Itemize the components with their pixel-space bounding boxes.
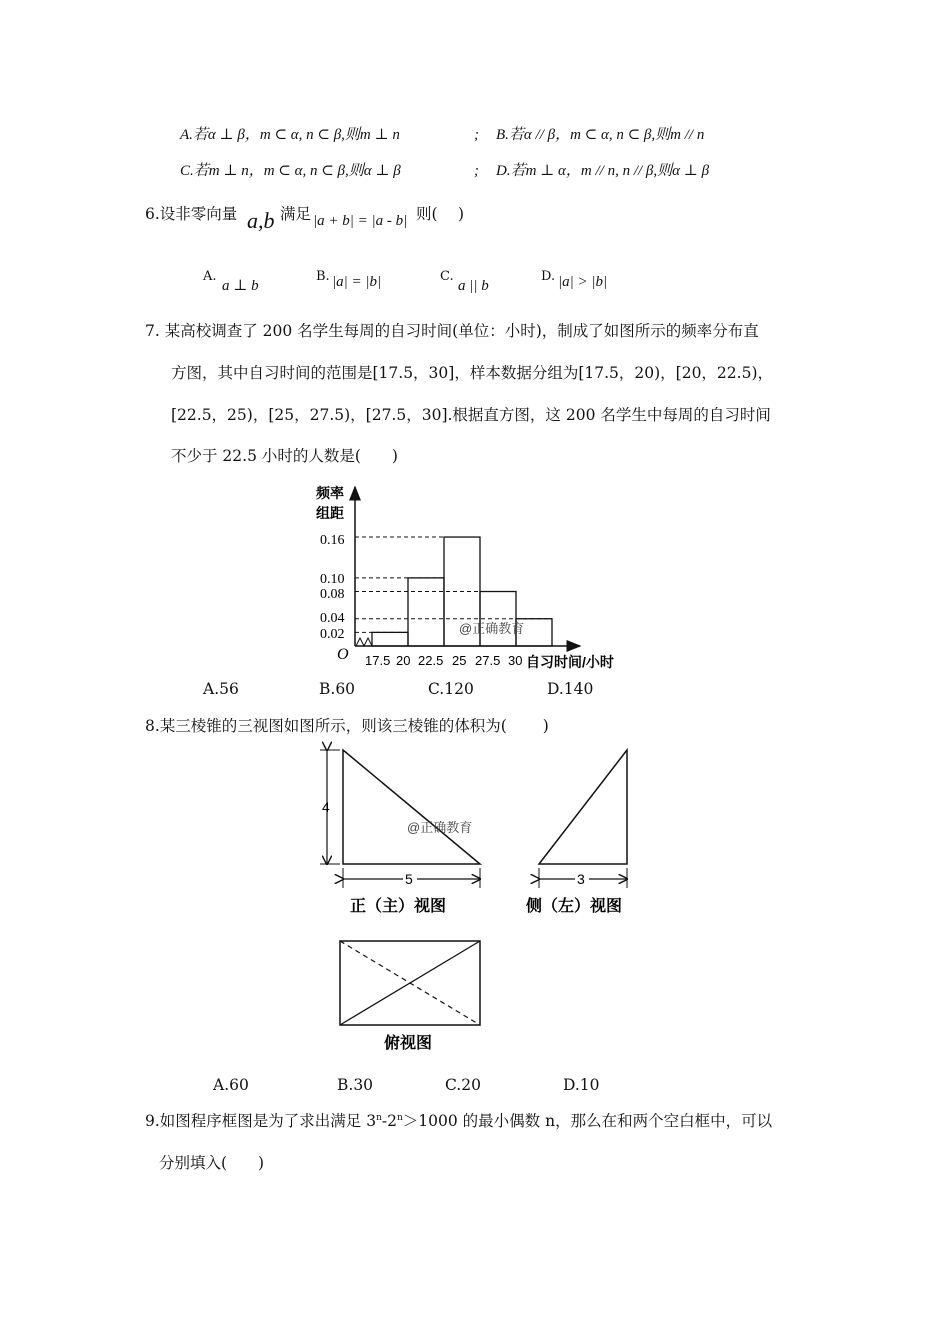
q9-text-a: 9.如图程序框图是为了求出满足 3 [145, 1112, 377, 1130]
q5-separator: ; [474, 163, 479, 179]
y-tick-label: 0.10 [320, 572, 345, 587]
q9-line-2: 分别填入( ) [159, 1154, 265, 1172]
q8-option: C.20 [445, 1076, 481, 1094]
front-view-caption: 正（主）视图 [350, 898, 447, 915]
q9-text-b: -2 [381, 1112, 397, 1130]
watermark: @正确教育 [407, 820, 473, 835]
q6-option-c-label: C. [440, 269, 454, 284]
q6-option-c: a || b [458, 278, 489, 294]
q7-option: C.120 [428, 680, 474, 698]
side-view-caption: 侧（左）视图 [526, 898, 623, 915]
q5-separator: ; [474, 127, 479, 143]
q7-line-2: 方图，其中自习时间的范围是[17.5，30]，样本数据分组为[17.5，20)，[20，22.5)， [171, 364, 773, 382]
q9-text-c: ＞1000 的最小偶数 n，那么在和两个空白框中，可以 [402, 1112, 773, 1130]
q7-option: B.60 [319, 680, 356, 698]
x-tick-label: 22.5 [418, 653, 444, 668]
q6-formula: |a + b| = |a - b| [313, 213, 408, 229]
y-label-top: 频率 [316, 485, 344, 501]
x-tick-label: 30 [508, 653, 523, 668]
q5-option-a: A.若α ⊥ β，m ⊂ α, n ⊂ β,则m ⊥ n [180, 127, 400, 143]
x-tick-label: 17.5 [365, 653, 391, 668]
q7-line-4: 不少于 22.5 小时的人数是( ) [171, 447, 398, 465]
q5-option-d: D.若m ⊥ α，m // n, n // β,则α ⊥ β [496, 163, 710, 179]
front-width-label: 5 [405, 871, 413, 887]
q6-cond-word: 满足 [280, 205, 312, 223]
q6-option-a-label: A. [203, 269, 217, 284]
q8-option: B.30 [337, 1076, 374, 1094]
x-tick-label: 25 [452, 653, 467, 668]
top-view-caption: 俯视图 [384, 1035, 433, 1052]
top-view [340, 941, 480, 1052]
q6-prefix: 6.设非零向量 [145, 205, 238, 223]
q8-text: 8.某三棱锥的三视图如图所示，则该三棱锥的体积为( ) [145, 717, 549, 735]
y-tick-label: 0.08 [320, 587, 345, 602]
q9-superscript: n [376, 1112, 382, 1123]
q9-line-1 [145, 1111, 772, 1131]
y-tick-label: 0.02 [320, 627, 345, 642]
x-axis-label: 自习时间/小时 [526, 654, 614, 670]
q5-option-c: C.若m ⊥ n，m ⊂ α, n ⊂ β,则α ⊥ β [180, 163, 401, 179]
x-tick-label: 20 [396, 653, 411, 668]
q7-option: D.140 [547, 680, 594, 698]
origin-label: O [337, 646, 349, 663]
watermark: @正确教育 [459, 621, 525, 636]
side-view [525, 750, 627, 915]
y-tick-label: 0.04 [320, 611, 345, 626]
q5-option-b: B.若α // β，m ⊂ α, n ⊂ β,则m // n [496, 127, 705, 143]
q6-option-b-label: B. [316, 269, 330, 284]
side-width-label: 3 [577, 871, 585, 887]
q7-line-3: [22.5，25)，[25，27.5)，[27.5，30].根据直方图，这 200 名学生中每周的自习时间 [171, 406, 771, 424]
x-tick-label: 27.5 [475, 653, 501, 668]
y-tick-label: 0.16 [320, 533, 345, 548]
q8-option: A.60 [213, 1076, 249, 1094]
front-height-label: 4 [322, 799, 330, 815]
q6-option-b: |a| = |b| [332, 274, 382, 290]
q7-option: A.56 [203, 680, 239, 698]
q6-option-a: a ⊥ b [222, 278, 259, 294]
q6-option-d-label: D. [541, 269, 556, 284]
q6-vars: a,b [247, 208, 275, 233]
q9-superscript: n [397, 1112, 403, 1123]
q6-option-d: |a| > |b| [558, 274, 608, 290]
q8-option: D.10 [563, 1076, 600, 1094]
y-label-bottom: 组距 [316, 505, 344, 521]
q7-line-1: 7. 某高校调查了 200 名学生每周的自习时间(单位：小时)，制成了如图所示的频率分布直 [145, 322, 759, 340]
front-view [320, 750, 480, 915]
q6-then: 则( ) [416, 205, 465, 223]
